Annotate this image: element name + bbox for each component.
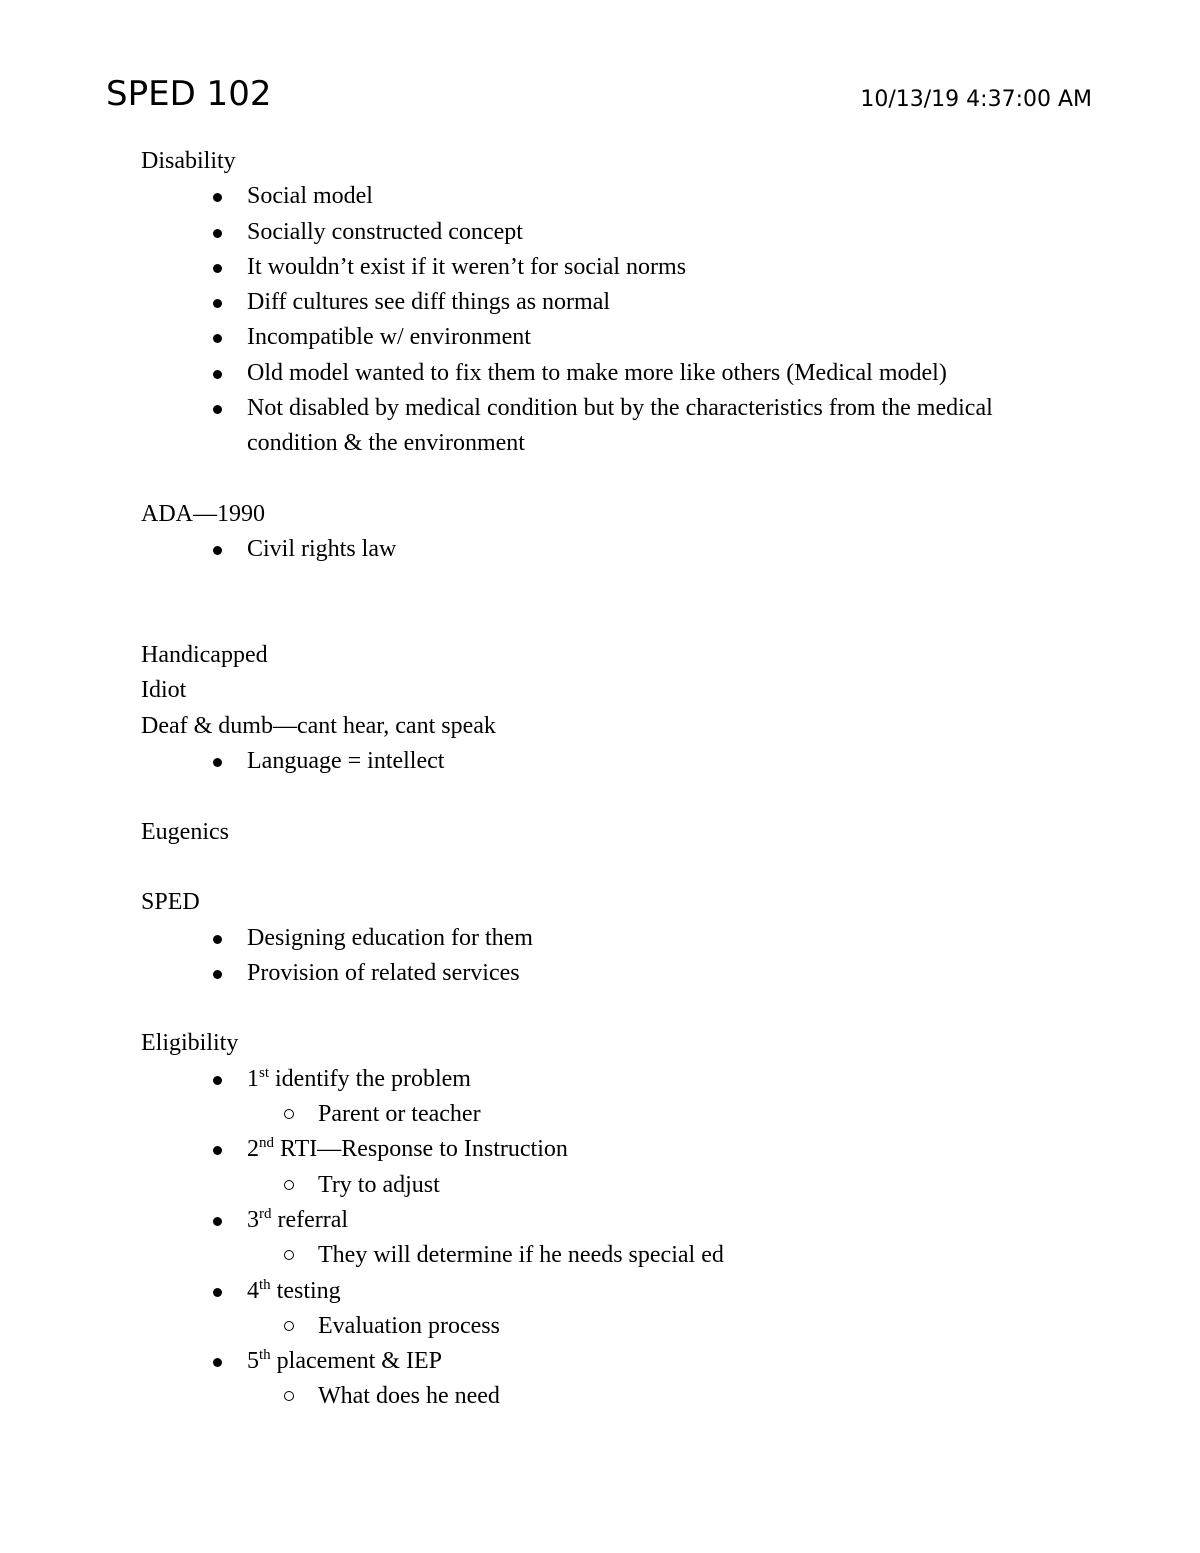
list-item [141,744,1061,779]
sub-list [247,1309,1061,1344]
list-item [141,1203,1061,1274]
list-item [141,1274,1061,1345]
sub-list-item [141,1168,1061,1203]
ada-list [141,532,1061,567]
section-heading-disability: Disability [141,148,236,174]
bullet-icon [213,546,222,555]
sub-list-item-text: Try to adjust [318,1171,440,1198]
page-title: SPED 102 [106,74,272,114]
step-ordinal: nd [259,1135,274,1152]
list-item-text: Socially constructed concept [247,218,523,245]
step-number: 4 [247,1277,259,1304]
sub-list-item [141,1238,1061,1273]
notes-body [141,144,1061,1415]
list-item-text: Designing education for them [247,924,533,951]
term-handicapped: Handicapped [141,642,268,669]
bullet-icon [213,935,222,944]
list-item-text: Social model [247,183,373,210]
sub-list [247,1168,1061,1203]
list-item-text: RTI—Response to Instruction [280,1136,568,1163]
terms-list [141,744,1061,779]
section-heading-eugenics: Eugenics [141,818,229,845]
list-item-text: Language = intellect [247,748,445,775]
list-item [141,921,1061,956]
step-ordinal: th [259,1276,271,1293]
circle-bullet-icon [284,1109,294,1119]
list-item [141,1062,1061,1133]
bullet-icon [213,405,222,414]
bullet-icon [213,970,222,979]
sub-list-item [141,1309,1061,1344]
list-item [141,1132,1061,1203]
list-item-text: Old model wanted to fix them to make more like others (Medical model) [247,359,947,386]
section-heading-eligibility: Eligibility [141,1030,239,1057]
list-item-text: identify the problem [275,1065,471,1092]
step-ordinal: st [259,1064,270,1081]
sub-list-item-text: What does he need [318,1383,500,1410]
sub-list-item [141,1379,1061,1414]
list-item [141,179,1061,214]
list-item [141,956,1061,991]
list-item [141,532,1061,567]
bullet-icon [213,334,222,343]
section-heading-ada: ADA—1990 [141,500,265,527]
bullet-icon [213,1076,222,1085]
sub-list [247,1097,1061,1132]
sub-list [247,1379,1061,1414]
bullet-icon [213,1288,222,1297]
step-ordinal: th [259,1347,271,1364]
circle-bullet-icon [284,1321,294,1331]
circle-bullet-icon [284,1180,294,1190]
list-item [141,320,1061,355]
step-number: 1 [247,1065,259,1092]
list-item-text: It wouldn’t exist if it weren’t for social norms [247,253,687,280]
step-number: 5 [247,1348,259,1375]
sub-list-item-text: Parent or teacher [318,1101,481,1128]
step-number: 2 [247,1136,259,1163]
list-item-text: Provision of related services [247,959,520,986]
sub-list-item [141,1097,1061,1132]
list-item [141,285,1061,320]
bullet-icon [213,1217,222,1226]
bullet-icon [213,229,222,238]
list-item-text: placement & IEP [276,1348,442,1375]
bullet-icon [213,1358,222,1367]
bullet-icon [213,1146,222,1155]
bullet-icon [213,299,222,308]
list-item [141,1344,1061,1415]
list-item-text: referral [277,1206,349,1233]
list-item [141,215,1061,250]
bullet-icon [213,264,222,273]
sub-list-item-text: Evaluation process [318,1312,500,1339]
eligibility-list [141,1062,1061,1415]
list-item [141,250,1061,285]
circle-bullet-icon [284,1391,294,1401]
list-item [141,391,1061,462]
disability-list [141,179,1061,461]
list-item-text: testing [276,1277,341,1304]
term-deaf: Deaf & dumb—cant hear, cant speak [141,712,496,739]
sped-list [141,921,1061,992]
step-number: 3 [247,1206,259,1233]
bullet-icon [213,193,222,202]
list-item-text: Incompatible w/ environment [247,324,531,351]
list-item-text: Diff cultures see diff things as normal [247,289,611,316]
list-item [141,356,1061,391]
timestamp: 10/13/19 4:37:00 AM [860,87,1092,112]
term-idiot: Idiot [141,677,187,704]
sub-list [247,1238,1061,1273]
bullet-icon [213,758,222,767]
list-item-text: Not disabled by medical condition but by the characteristics from the medical condition & the environment [247,395,993,457]
circle-bullet-icon [284,1250,294,1260]
list-item-text: Civil rights law [247,536,397,563]
sub-list-item-text: They will determine if he needs special ed [318,1242,724,1269]
bullet-icon [213,370,222,379]
section-heading-sped: SPED [141,889,200,916]
step-ordinal: rd [259,1205,272,1222]
